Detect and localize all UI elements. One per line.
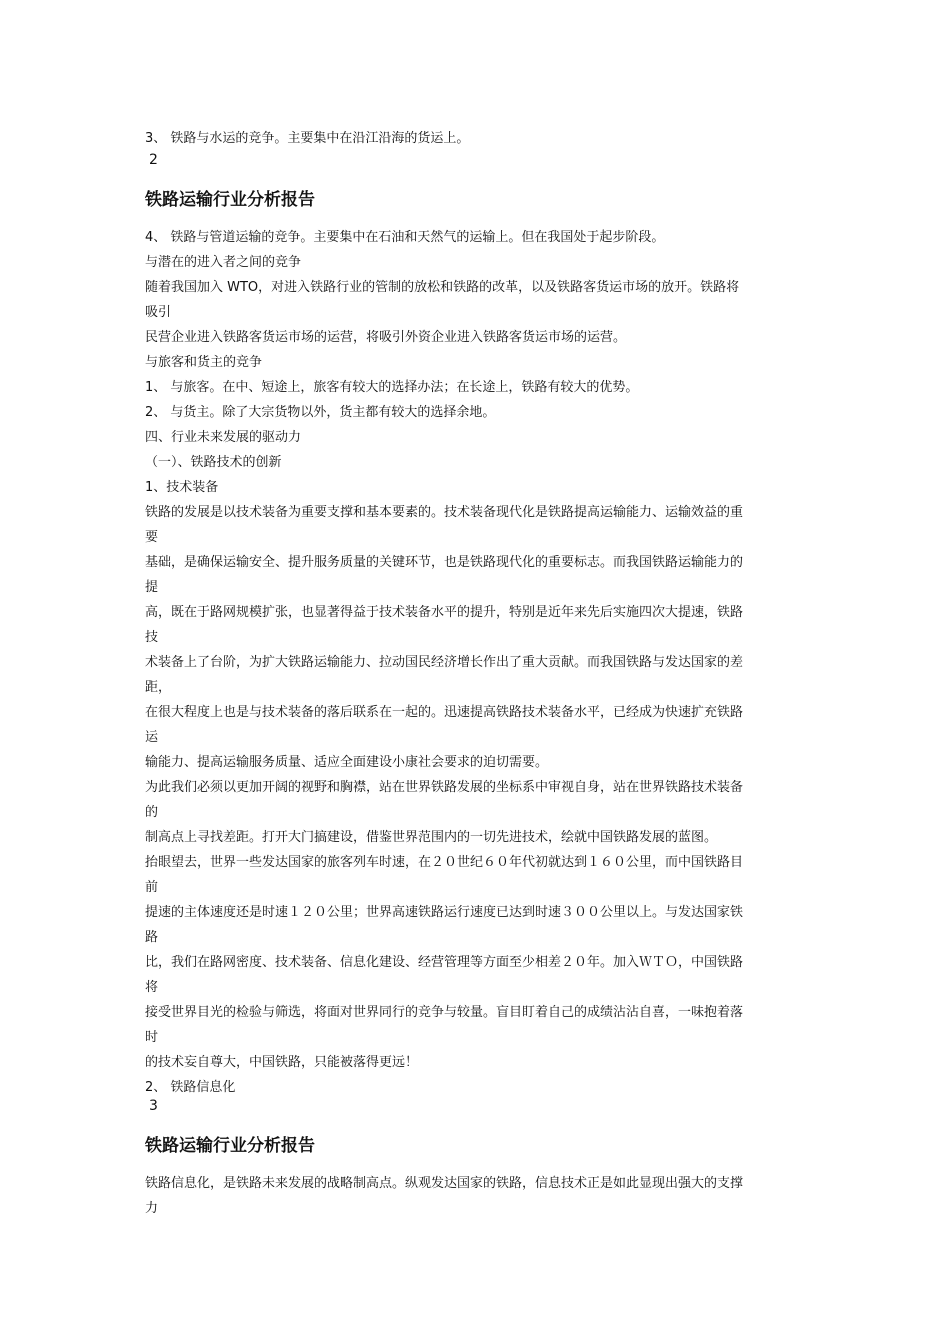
text-line: 的技术妄自尊大，中国铁路，只能被落得更远！ (145, 1055, 419, 1070)
text-line: 1、技术装备 (145, 480, 219, 495)
section-competition-water (145, 126, 810, 151)
text-line: 前 (145, 880, 159, 895)
text-line: 运 (145, 730, 159, 745)
text-line: 随着我国加入 WTO，对进入铁路行业的管制的放松和铁路的改革，以及铁路客货运市场的放开。铁路将 (145, 280, 740, 295)
report-title: 铁路运输行业分析报告 (145, 1136, 315, 1156)
page-break-2 (145, 150, 810, 170)
text-line: 抬眼望去，世界一些发达国家的旅客列车时速，在２０世纪６０年代初就达到１６０公里，而中国铁路目 (145, 855, 744, 870)
text-line: 吸引 (145, 305, 172, 320)
text-line: 将 (145, 980, 159, 995)
page-header-3 (145, 1133, 810, 1159)
text-line: 铁路信息化，是铁路未来发展的战略制高点。纵观发达国家的铁路，信息技术正是如此显现出强大的支撑 (145, 1176, 744, 1191)
text-line: 4、 铁路与管道运输的竞争。主要集中在石油和天然气的运输上。但在我国处于起步阶段。 (145, 230, 665, 245)
text-line: 3、 铁路与水运的竞争。主要集中在沿江沿海的货运上。 (145, 131, 470, 146)
page-number: 3 (149, 1098, 158, 1114)
text-line: 为此我们必须以更加开阔的视野和胸襟，站在世界铁路发展的坐标系中审视自身，站在世界铁路技术装备 (145, 780, 744, 795)
text-line: 提 (145, 580, 159, 595)
text-line: 2、 与货主。除了大宗货物以外，货主都有较大的选择余地。 (145, 405, 496, 420)
text-line: 接受世界目光的检验与筛选，将面对世界同行的竞争与较量。盲目盯着自己的成绩沾沾自喜，一味抱着落 (145, 1005, 744, 1020)
text-line: 民营企业进入铁路客货运市场的运营，将吸引外资企业进入铁路客货运市场的运营。 (145, 330, 627, 345)
text-line: 技 (145, 630, 159, 645)
text-line: 比，我们在路网密度、技术装备、信息化建设、经营管理等方面至少相差２０年。加入ＷＴＯ，中国铁路 (145, 955, 744, 970)
text-line: 术装备上了台阶，为扩大铁路运输能力、拉动国民经济增长作出了重大贡献。而我国铁路与发达国家的差 (145, 655, 744, 670)
text-line: 铁路的发展是以技术装备为重要支撑和基本要素的。技术装备现代化是铁路提高运输能力、运输效益的重 (145, 505, 744, 520)
section-informatization (145, 1171, 810, 1221)
text-line: 距， (145, 680, 172, 695)
page-header-2 (145, 187, 810, 213)
page-break-3 (145, 1096, 810, 1116)
text-line: 时 (145, 1030, 159, 1045)
text-line: 与潜在的进入者之间的竞争 (145, 255, 302, 270)
text-line: 在很大程度上也是与技术装备的落后联系在一起的。迅速提高铁路技术装备水平，已经成为快速扩充铁路 (145, 705, 744, 720)
text-line: 提速的主体速度还是时速１２０公里；世界高速铁路运行速度已达到时速３００公里以上。与发达国家铁 (145, 905, 744, 920)
report-title: 铁路运输行业分析报告 (145, 190, 315, 210)
text-line: 的 (145, 805, 159, 820)
text-line: 高，既在于路网规模扩张，也显著得益于技术装备水平的提升，特别是近年来先后实施四次大提速，铁路 (145, 605, 744, 620)
text-line: 要 (145, 530, 159, 545)
text-line: 四、行业未来发展的驱动力 (145, 430, 302, 445)
page-number: 2 (149, 152, 158, 168)
text-line: （一）、铁路技术的创新 (145, 455, 282, 470)
text-line: 与旅客和货主的竞争 (145, 355, 263, 370)
text-line: 输能力、提高运输服务质量、适应全面建设小康社会要求的迫切需要。 (145, 755, 549, 770)
text-line: 基础，是确保运输安全、提升服务质量的关键环节，也是铁路现代化的重要标志。而我国铁路运输能力的 (145, 555, 744, 570)
section-body-main (145, 225, 810, 1100)
text-line: 2、 铁路信息化 (145, 1080, 236, 1095)
text-line: 路 (145, 930, 159, 945)
text-line: 力 (145, 1201, 159, 1216)
text-line: 制高点上寻找差距。打开大门搞建设，借鉴世界范围内的一切先进技术，绘就中国铁路发展的蓝图。 (145, 830, 718, 845)
text-line: 1、 与旅客。在中、短途上，旅客有较大的选择办法；在长途上，铁路有较大的优势。 (145, 380, 639, 395)
